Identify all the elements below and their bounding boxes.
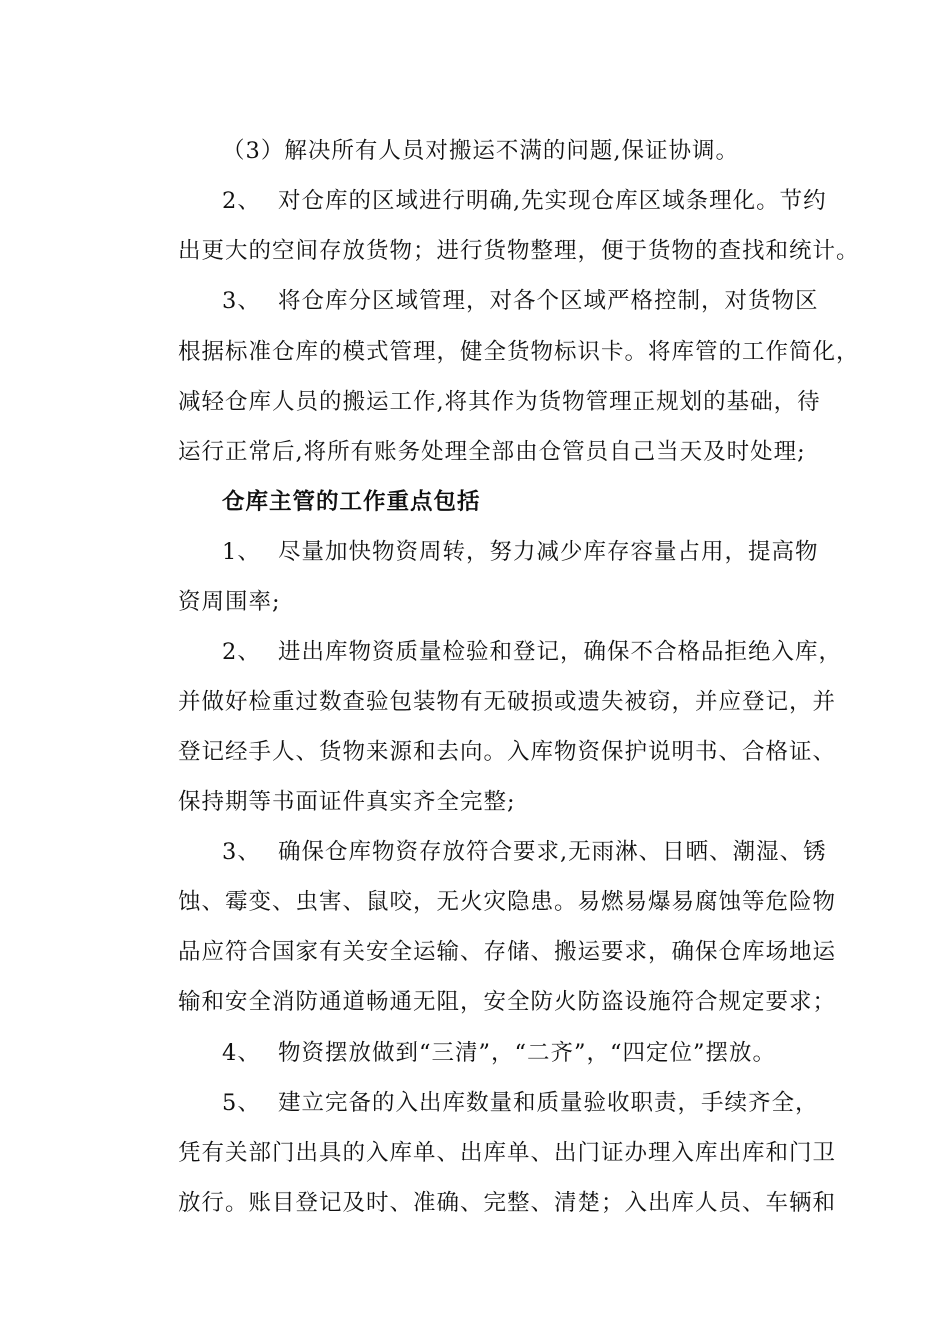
paragraph-line (178, 937, 836, 967)
line-text: 确保仓库物资存放符合要求,无雨淋、日晒、潮湿、锈 (278, 839, 827, 865)
numbered-item-line (222, 837, 827, 867)
paragraph-line (178, 337, 860, 367)
line-text: 放行。账目登记及时、准确、完整、清楚；入出库人员、车辆和 (178, 1190, 837, 1216)
paragraph-line (178, 987, 836, 1017)
line-text: 将仓库分区域管理，对各个区域严格控制，对货物区 (278, 288, 819, 314)
paragraph-line (178, 1138, 836, 1168)
paragraph-line (178, 437, 806, 467)
line-text: 蚀、霉变、虫害、鼠咬，无火灾隐患。易燃易爆易腐蚀等危险物 (178, 889, 837, 915)
numbered-item-line (222, 1038, 776, 1068)
line-text: 保持期等书面证件真实齐全完整; (178, 789, 516, 815)
item-number: 2、 (222, 639, 261, 665)
paragraph-line (178, 687, 836, 717)
line-text: 出更大的空间存放货物；进行货物整理，便于货物的查找和统计。 (178, 238, 860, 264)
paragraph-line (222, 136, 739, 166)
numbered-item-line (222, 1088, 819, 1118)
line-text: 对仓库的区域进行明确,先实现仓库区域条理化。节约 (278, 188, 827, 214)
line-text: 根据标准仓库的模式管理，健全货物标识卡。将库管的工作简化， (178, 339, 860, 365)
line-text: 物资摆放做到“三清”，“二齐”，“四定位”摆放。 (278, 1040, 777, 1066)
line-text: 凭有关部门出具的入库单、出库单、出门证办理入库出库和门卫 (178, 1140, 837, 1166)
paragraph-line (178, 587, 281, 617)
line-text: 登记经手人、货物来源和去向。入库物资保护说明书、合格证、 (178, 739, 837, 765)
line-text: 品应符合国家有关安全运输、存储、搬运要求，确保仓库场地运 (178, 939, 837, 965)
line-text: 减轻仓库人员的搬运工作,将其作为货物管理正规划的基础，待 (178, 389, 821, 415)
numbered-item-line (222, 286, 819, 316)
item-number: 3、 (222, 839, 261, 865)
line-text: （3）解决所有人员对搬运不满的问题,保证协调。 (222, 138, 739, 164)
line-text: 输和安全消防通道畅通无阻，安全防火防盗设施符合规定要求； (178, 989, 837, 1015)
numbered-item-line (222, 637, 842, 667)
item-number: 3、 (222, 288, 261, 314)
paragraph-line (178, 737, 836, 767)
paragraph-line (178, 787, 516, 817)
line-text: 运行正常后,将所有账务处理全部由仓管员自己当天及时处理; (178, 439, 806, 465)
paragraph-line (178, 236, 860, 266)
line-text: 并做好检重过数查验包装物有无破损或遗失被窃，并应登记，并 (178, 689, 837, 715)
item-number: 2、 (222, 188, 261, 214)
item-number: 1、 (222, 539, 261, 565)
line-text: 资周围率; (178, 589, 281, 615)
item-number: 4、 (222, 1040, 261, 1066)
paragraph-line (178, 1188, 836, 1218)
line-text: 进出库物资质量检验和登记，确保不合格品拒绝入库， (278, 639, 843, 665)
heading-text: 仓库主管的工作重点包括 (222, 489, 481, 515)
section-heading (222, 487, 481, 517)
numbered-item-line (222, 537, 819, 567)
line-text: 尽量加快物资周转，努力减少库存容量占用，提高物 (278, 539, 819, 565)
paragraph-line (178, 887, 836, 917)
numbered-item-line (222, 186, 827, 216)
item-number: 5、 (222, 1090, 261, 1116)
paragraph-line (178, 387, 821, 417)
line-text: 建立完备的入出库数量和质量验收职责，手续齐全， (278, 1090, 819, 1116)
